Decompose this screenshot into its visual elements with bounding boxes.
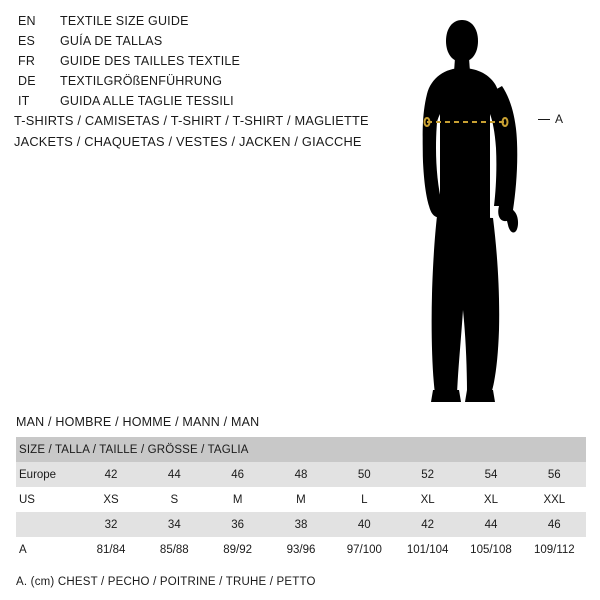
measure-leader-dash bbox=[538, 119, 550, 120]
language-code: IT bbox=[18, 94, 30, 108]
row-label: US bbox=[16, 487, 79, 512]
language-text: TEXTILGRÖßENFÜHRUNG bbox=[60, 74, 223, 88]
cell: 42 bbox=[79, 462, 142, 487]
cell: XXL bbox=[523, 487, 586, 512]
garment-line-tshirts: T-SHIRTS / CAMISETAS / T-SHIRT / T-SHIRT / MAGLIETTE bbox=[14, 113, 369, 128]
language-text: GUÍA DE TALLAS bbox=[60, 34, 163, 48]
cell: 42 bbox=[396, 512, 459, 537]
language-row-de bbox=[18, 74, 348, 94]
row-label: Europe bbox=[16, 462, 79, 487]
cell: 34 bbox=[143, 512, 206, 537]
language-row-fr bbox=[18, 54, 348, 74]
language-list bbox=[18, 14, 348, 114]
table-header-label: SIZE / TALLA / TAILLE / GRÖSSE / TAGLIA bbox=[16, 437, 586, 462]
row-label: A bbox=[16, 537, 79, 562]
language-row-en bbox=[18, 14, 348, 34]
cell: 46 bbox=[206, 462, 269, 487]
cell: 36 bbox=[206, 512, 269, 537]
cell: 93/96 bbox=[269, 537, 332, 562]
table-row bbox=[16, 462, 586, 487]
cell: L bbox=[333, 487, 396, 512]
table-row bbox=[16, 487, 586, 512]
cell: XS bbox=[79, 487, 142, 512]
table-header-row bbox=[16, 437, 586, 462]
cell: 48 bbox=[269, 462, 332, 487]
cell: 89/92 bbox=[206, 537, 269, 562]
cell: 52 bbox=[396, 462, 459, 487]
cell: 97/100 bbox=[333, 537, 396, 562]
language-row-es bbox=[18, 34, 348, 54]
cell: 38 bbox=[269, 512, 332, 537]
language-text: GUIDE DES TAILLES TEXTILE bbox=[60, 54, 241, 68]
cell: 44 bbox=[143, 462, 206, 487]
table-footnote: A. (cm) CHEST / PECHO / POITRINE / TRUHE / PETTO bbox=[16, 576, 316, 588]
cell: 101/104 bbox=[396, 537, 459, 562]
garment-categories bbox=[14, 110, 434, 152]
row-label bbox=[16, 512, 79, 537]
table-title: MAN / HOMBRE / HOMME / MANN / MAN bbox=[16, 415, 260, 429]
cell: 54 bbox=[459, 462, 522, 487]
cell: XL bbox=[459, 487, 522, 512]
language-code: DE bbox=[18, 74, 36, 88]
table-row bbox=[16, 512, 586, 537]
cell: 44 bbox=[459, 512, 522, 537]
cell: 46 bbox=[523, 512, 586, 537]
cell: 56 bbox=[523, 462, 586, 487]
cell: M bbox=[206, 487, 269, 512]
table-row bbox=[16, 537, 586, 562]
cell: 81/84 bbox=[79, 537, 142, 562]
language-code: FR bbox=[18, 54, 36, 68]
cell: 109/112 bbox=[523, 537, 586, 562]
measure-label-a: A bbox=[555, 112, 564, 126]
garment-line-jackets: JACKETS / CHAQUETAS / VESTES / JACKEN / GIACCHE bbox=[14, 134, 362, 149]
size-table-section bbox=[16, 415, 586, 588]
cell: S bbox=[143, 487, 206, 512]
cell: 50 bbox=[333, 462, 396, 487]
cell: 32 bbox=[79, 512, 142, 537]
cell: 105/108 bbox=[459, 537, 522, 562]
cell: XL bbox=[396, 487, 459, 512]
cell: 85/88 bbox=[143, 537, 206, 562]
language-code: EN bbox=[18, 14, 36, 28]
language-code: ES bbox=[18, 34, 36, 48]
cell: M bbox=[269, 487, 332, 512]
language-text: GUIDA ALLE TAGLIE TESSILI bbox=[60, 94, 234, 108]
language-text: TEXTILE SIZE GUIDE bbox=[60, 14, 189, 28]
size-table bbox=[16, 437, 586, 562]
cell: 40 bbox=[333, 512, 396, 537]
male-figure-illustration bbox=[405, 10, 595, 410]
